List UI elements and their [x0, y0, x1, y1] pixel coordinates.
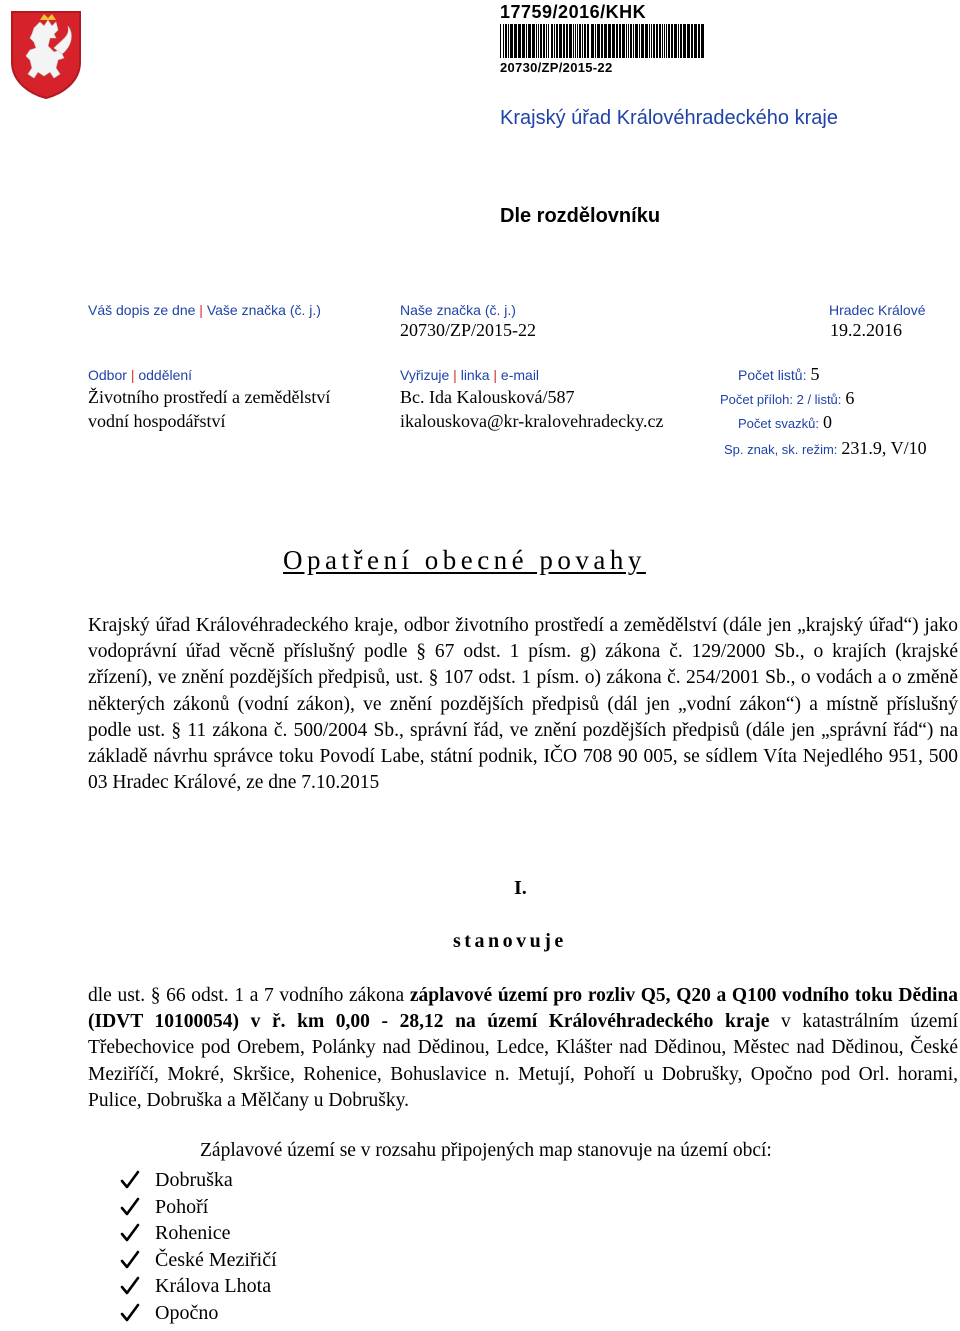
- your-reference-label: Vaše značka (č. j.): [206, 302, 321, 318]
- document-barcode: [500, 2, 706, 82]
- list-item: [120, 1300, 277, 1327]
- list-item: [120, 1247, 277, 1274]
- checkmark-icon: [120, 1222, 140, 1244]
- sheets-count: [738, 364, 819, 385]
- barcode-bars: [500, 24, 706, 58]
- municipality-name: Pohoří: [155, 1195, 209, 1218]
- list-item: [120, 1194, 277, 1221]
- municipality-name: České Meziřičí: [155, 1248, 277, 1271]
- municipality-list: [120, 1167, 277, 1326]
- coat-of-arms-emblem: [8, 8, 84, 100]
- checkmark-icon: [120, 1275, 140, 1297]
- filing-code-label: Sp. znak, sk. režim:: [724, 442, 838, 457]
- checkmark-icon: [120, 1302, 140, 1324]
- separator: |: [493, 367, 498, 383]
- sheets-count-label: Počet listů:: [738, 367, 807, 383]
- municipality-list-intro: Záplavové území se v rozsahu připojených map stanovuje na území obcí:: [200, 1140, 772, 1161]
- phone-line-label: linka: [460, 367, 490, 383]
- checkmark-icon: [120, 1249, 140, 1271]
- date-value: 19.2.2016: [830, 320, 902, 340]
- our-ref-value: 20730/ZP/2015-22: [400, 320, 537, 340]
- decision-flood-zone: záplavové území pro rozliv Q5, Q20 a Q100 vodního toku Dědina (IDVT 10100054) v ř. km 0,00 - 28,12 na území Královéhradeckého kraje: [88, 985, 958, 1033]
- bundles-count-label: Počet svazků:: [738, 416, 819, 431]
- list-item: [120, 1273, 277, 1300]
- document-title: Opatření obecné povahy: [283, 545, 646, 575]
- attachments-count-label: Počet příloh: 2 / listů:: [720, 392, 842, 407]
- bundles-count: [738, 412, 832, 433]
- checkmark-icon: [120, 1169, 140, 1191]
- list-item: [120, 1167, 277, 1194]
- place-label: Hradec Králové: [829, 302, 926, 318]
- decree-heading: stanovuje: [453, 930, 567, 952]
- decision-paragraph: [88, 983, 958, 1114]
- separator: |: [453, 367, 457, 383]
- attachments-count: [720, 388, 854, 409]
- separator: |: [199, 302, 203, 318]
- attachments-count-value: 6: [845, 388, 855, 408]
- filing-code-value: 231.9, V/10: [841, 438, 927, 458]
- our-ref-label: Naše značka (č. j.): [400, 302, 516, 318]
- decision-legal-basis: dle ust. § 66 odst. 1 a 7 vodního zákona: [88, 985, 410, 1006]
- handler-email: ikalouskova@kr-kralovehradecky.cz: [400, 411, 664, 431]
- addressee: Dle rozdělovníku: [500, 205, 661, 227]
- filing-code: [724, 438, 927, 459]
- municipality-name: Rohenice: [155, 1222, 231, 1244]
- section-number: I.: [514, 877, 527, 899]
- intro-paragraph: [88, 613, 958, 796]
- municipality-name: Dobruška: [155, 1169, 233, 1191]
- municipality-name: Opočno: [155, 1301, 219, 1324]
- department-name: Životního prostředí a zemědělství: [88, 387, 331, 407]
- handler-name: Bc. Ida Kalousková/587: [400, 387, 575, 407]
- checkmark-icon: [120, 1196, 140, 1218]
- email-label: e-mail: [500, 367, 540, 383]
- issuing-authority: Krajský úřad Královéhradeckého kraje: [500, 107, 838, 129]
- list-item: [120, 1220, 277, 1247]
- handler-labels: [400, 367, 539, 383]
- separator: |: [130, 367, 135, 383]
- section-name: vodní hospodářství: [88, 411, 226, 431]
- bundles-count-value: 0: [822, 412, 832, 432]
- barcode-case-number: 20730/ZP/2015-22: [500, 60, 613, 75]
- decision-cadastral-areas: v katastrálním území Třebechovice pod Orebem, Polánky nad Dědinou, Ledce, Klášter nad Dědinou, Městec nad Dědinou, České Meziříčí, Mokré, Skršice, Rohenice, Bohuslavice n. Metují, Pohoří u Dobrušky, Opočno pod Orl. horami, Pulice, Dobruška a Mělčany u Dobrušky.: [88, 1011, 958, 1111]
- department-labels: [88, 367, 192, 383]
- your-letter-date-label: Váš dopis ze dne: [88, 302, 196, 318]
- sheets-count-value: 5: [810, 364, 820, 384]
- intro-paragraph-text: Krajský úřad Královéhradeckého kraje, odbor životního prostředí a zemědělství (dále jen „krajský úřad“) jako vodoprávní úřad věcně příslušný podle § 67 odst. 1 písm. g) zákona č. 129/2000 Sb., o krajích (krajské zřízení), ve znění pozdějších předpisů, ust. § 107 odst. 1 písm. o) zákona č. 254/2001 Sb., o vodách a o změně některých zákonů (vodní zákon), ve znění pozdějších předpisů (dál jen „vodní zákon“) a místně příslušný podle ust. § 11 zákona č. 500/2004 Sb., správní řád, ve znění pozdějších předpisů (dále jen „správní řád“) na základě návrhu správce toku Povodí Labe, státní podnik, IČO 708 90 005, se sídlem Víta Nejedlého 951, 500 03 Hradec Králové, ze dne 7.10.2015: [88, 615, 958, 794]
- your-letter-labels: [88, 302, 321, 318]
- handler-label: Vyřizuje: [400, 367, 450, 383]
- section-label: oddělení: [138, 367, 193, 383]
- municipality-name: Králova Lhota: [155, 1275, 272, 1297]
- department-label: Odbor: [88, 367, 127, 383]
- barcode-reference-number: 17759/2016/KHK: [500, 2, 647, 22]
